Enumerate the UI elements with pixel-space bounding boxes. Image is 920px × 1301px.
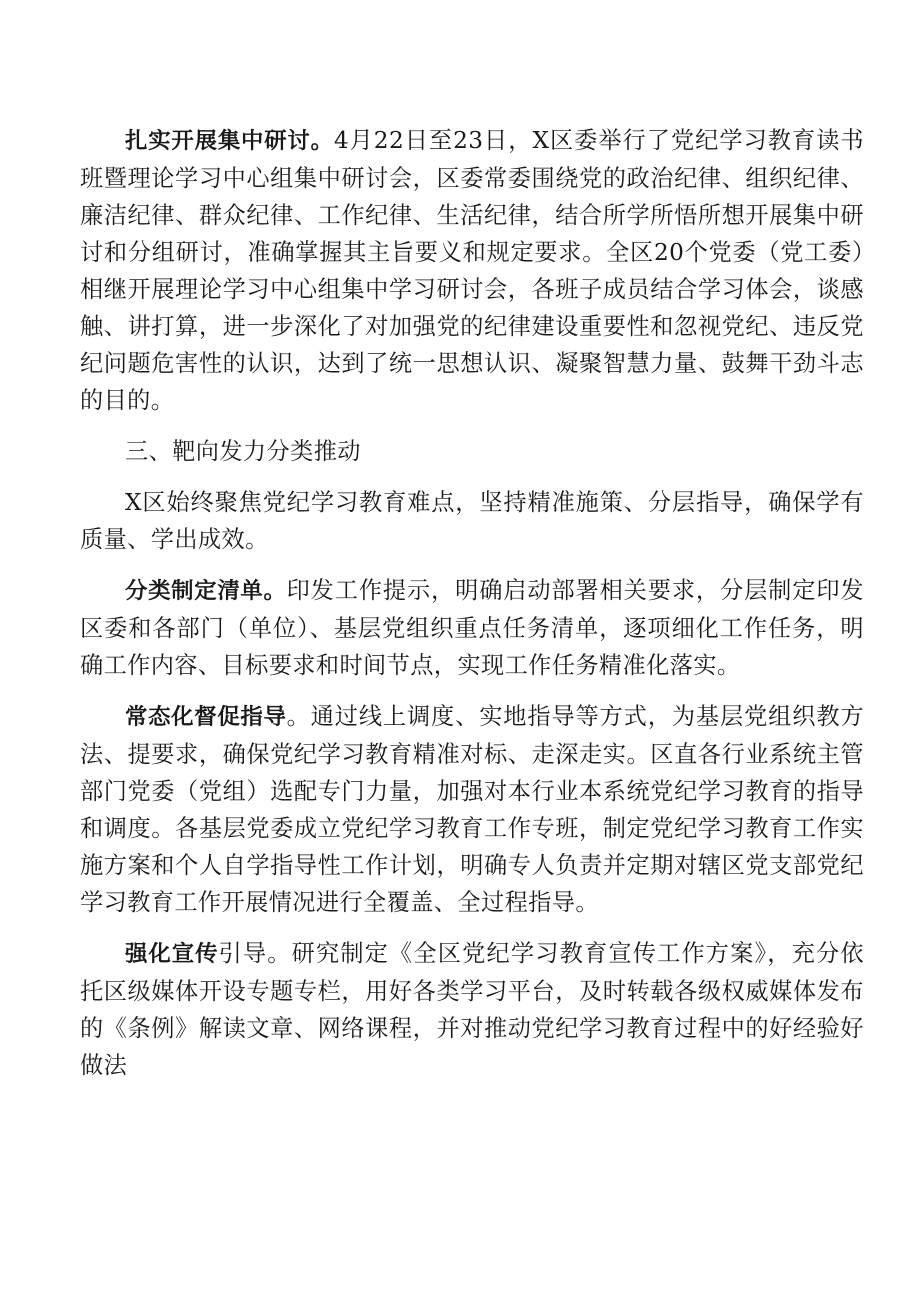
paragraph-lead: 常态化督促指导 [125, 704, 287, 730]
paragraph-regular-supervision [80, 698, 864, 921]
paragraph-text: 。通过线上调度、实地指导等方式，为基层党组织教方法、提要求，确保党纪学习教育精准对标、走深走实。区直各行业系统主管部门党委（党组）选配专门力量，加强对本行业本系统党纪学习教育的指导和调度。各基层党委成立党纪学习教育工作专班，制定党纪学习教育工作实施方案和个人自学指导性工作计划，明确专人负责并定期对辖区党支部党纪学习教育工作开展情况进行全覆盖、全过程指导。 [80, 703, 864, 916]
paragraph-lead: 扎实开展集中研讨。 [125, 128, 334, 154]
paragraph-publicity-guidance [80, 935, 864, 1084]
paragraph-text: 4月22日至23日，X区委举行了党纪学习教育读书班暨理论学习中心组集中研讨会，区委常委围绕党的政治纪律、组织纪律、廉洁纪律、群众纪律、工作纪律、生活纪律，结合所学所悟所想开展集中研讨和分组研讨，准确掌握其主旨要义和规定要求。全区20个党委（党工委）相继开展理论学习中心组集中学习研讨会，各班子成员结合学习体会，谈感触、讲打算，进一步深化了对加强党的纪律建设重要性和忽视党纪、违反党纪问题危害性的认识，达到了统一思想认识、凝聚智慧力量、鼓舞干劲斗志的目的。 [80, 127, 864, 414]
paragraph-lead: 分类制定清单。 [125, 578, 287, 604]
paragraph-section-intro: X区始终聚焦党纪学习教育难点，坚持精准施策、分层指导，确保学有质量、学出成效。 [80, 489, 864, 553]
paragraph-concentrated-discussion [80, 122, 864, 419]
paragraph-text: 印发工作提示，明确启动部署相关要求，分层制定印发区委和各部门（单位）、基层党组织重点任务清单，逐项细化工作任务，明确工作内容、目标要求和时间节点，实现工作任务精准化落实。 [80, 577, 864, 679]
paragraph-text: 引导。研究制定《全区党纪学习教育宣传工作方案》，充分依托区级媒体开设专题专栏，用好各类学习平台，及时转载各级权威媒体发布的《条例》解读文章、网络课程，并对推动党纪学习教育过程中的好经验好做法 [80, 940, 864, 1079]
paragraph-lead: 强化宣传 [125, 941, 219, 967]
paragraph-classified-lists [80, 572, 864, 684]
document-body [80, 122, 864, 1098]
section-heading: 三、靶向发力分类推动 [125, 438, 361, 465]
